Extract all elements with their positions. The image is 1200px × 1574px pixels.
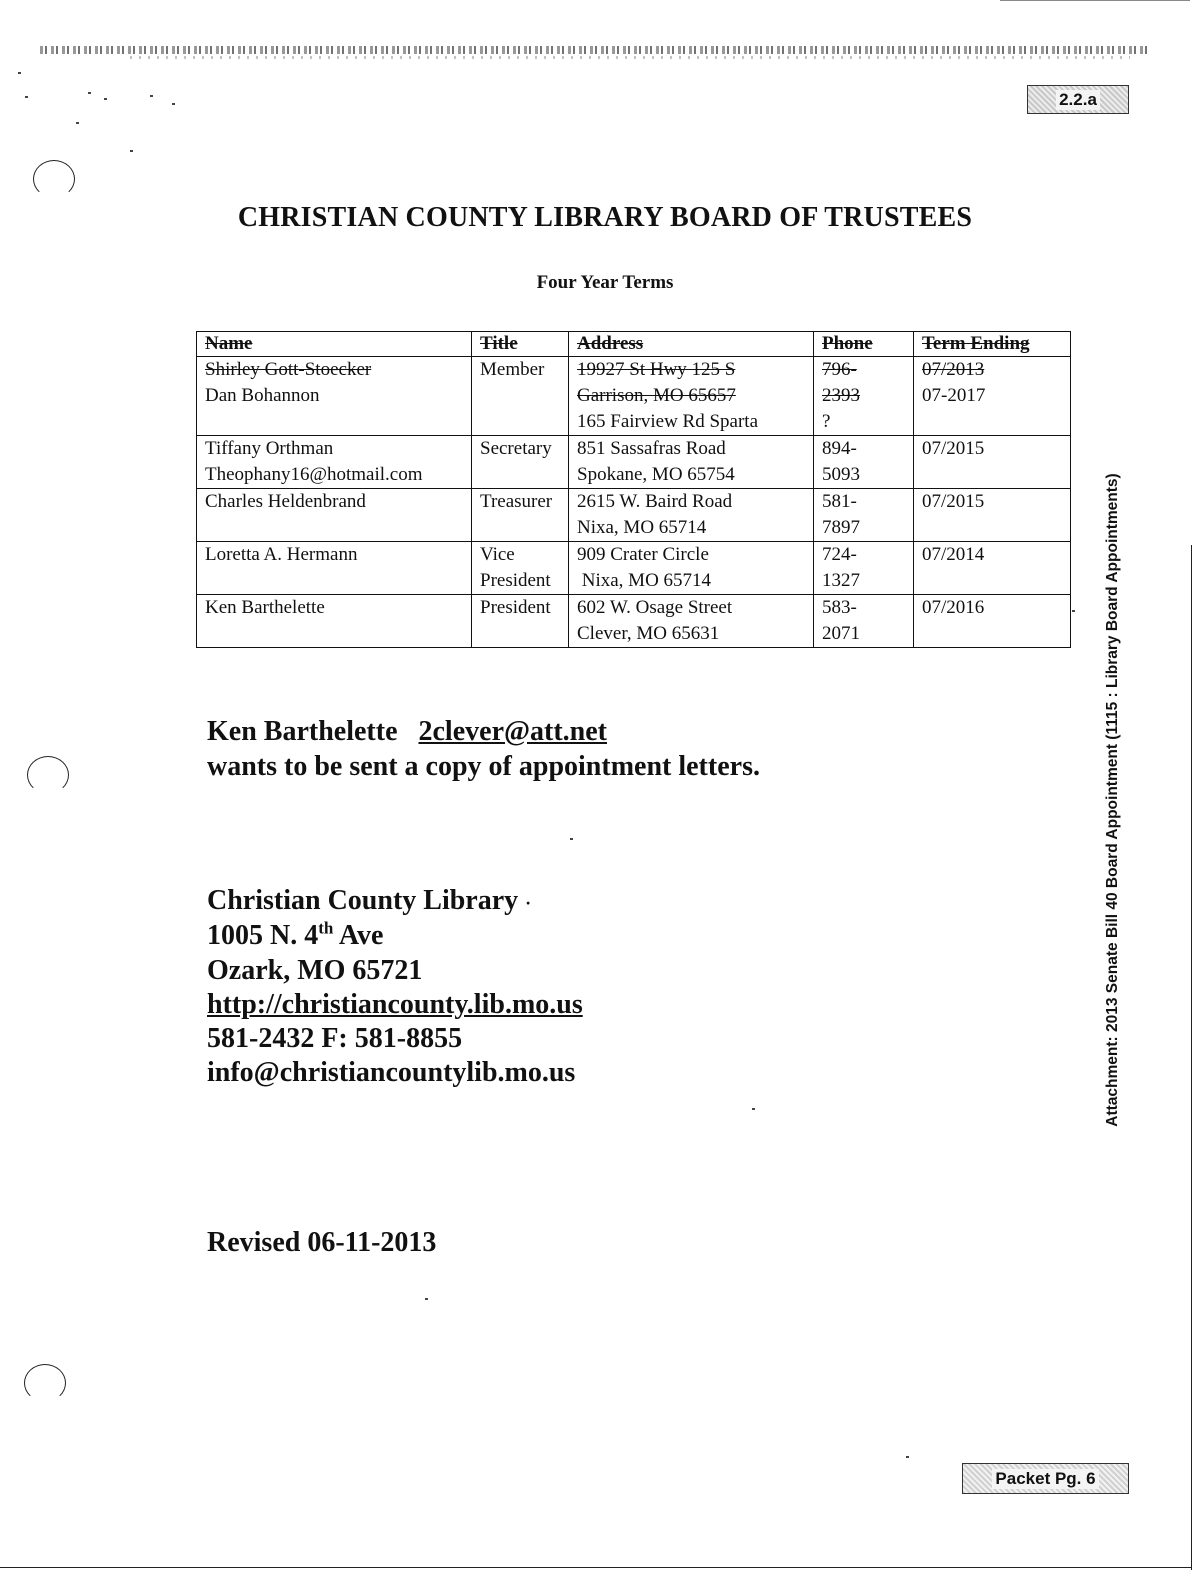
address-line-1: 602 W. Osage Street bbox=[577, 597, 733, 618]
address-cell bbox=[569, 436, 814, 489]
term: 07/2015 bbox=[922, 491, 985, 512]
title: Member bbox=[480, 359, 545, 380]
title: Secretary bbox=[480, 438, 552, 459]
header-name: Name bbox=[197, 332, 472, 357]
header-term-ending: Term Ending bbox=[914, 332, 1071, 357]
name-cell bbox=[197, 489, 472, 542]
phone-line-1: 724- bbox=[822, 544, 857, 565]
attachment-tag bbox=[1027, 85, 1129, 114]
address-struck-line-1: 19927 St Hwy 125 S bbox=[577, 359, 736, 380]
note-text: wants to be sent a copy of appointment letters. bbox=[207, 751, 760, 782]
phone-cell bbox=[814, 595, 914, 648]
side-attachment-text: Attachment: 2013 Senate Bill 40 Board Appointment (1115 : Library Board Appointments) bbox=[1104, 473, 1121, 1127]
title-cell bbox=[472, 436, 569, 489]
term-struck: 07/2013 bbox=[922, 359, 985, 380]
term: 07/2016 bbox=[922, 597, 985, 618]
title-cell bbox=[472, 595, 569, 648]
name-cell bbox=[197, 595, 472, 648]
library-name-text: Christian County Library bbox=[207, 885, 519, 916]
scan-noise-top bbox=[40, 46, 1150, 54]
scan-speck bbox=[1072, 610, 1075, 612]
scan-speck bbox=[752, 1108, 755, 1110]
term-cell bbox=[914, 489, 1071, 542]
address-cell bbox=[569, 357, 814, 436]
address: 165 Fairview Rd Sparta bbox=[577, 411, 759, 432]
header-title: Title bbox=[472, 332, 569, 357]
note-line-1 bbox=[207, 715, 607, 749]
address-cell bbox=[569, 595, 814, 648]
scan-speck bbox=[76, 122, 79, 124]
name: Ken Barthelette bbox=[205, 597, 325, 618]
library-website-link[interactable]: http://christiancounty.lib.mo.us bbox=[207, 989, 583, 1020]
name: Loretta A. Hermann bbox=[205, 544, 358, 565]
attachment-tag-label: 2.2.a bbox=[1056, 90, 1100, 110]
library-street-number: 1005 N. 4 bbox=[207, 920, 319, 951]
library-name bbox=[207, 884, 531, 920]
library-street-suffix: th bbox=[318, 918, 334, 938]
address-cell bbox=[569, 489, 814, 542]
scan-speck bbox=[25, 96, 28, 98]
email: Theophany16@hotmail.com bbox=[205, 464, 423, 485]
scan-speck bbox=[906, 1456, 909, 1458]
phone-line-1: 894- bbox=[822, 438, 857, 459]
term-cell bbox=[914, 542, 1071, 595]
trustees-table bbox=[196, 331, 1071, 648]
title-cell bbox=[472, 542, 569, 595]
scan-speck bbox=[18, 72, 21, 74]
term-cell bbox=[914, 436, 1071, 489]
phone-line-2: 7897 bbox=[822, 517, 860, 538]
page-edge-bottom bbox=[0, 1567, 1192, 1568]
library-street-end: Ave bbox=[333, 920, 384, 951]
term: 07/2015 bbox=[922, 438, 985, 459]
name-cell bbox=[197, 436, 472, 489]
header-address: Address bbox=[569, 332, 814, 357]
table-header-row bbox=[197, 332, 1071, 357]
scan-speck bbox=[150, 95, 153, 97]
page-edge-right bbox=[1191, 545, 1192, 1570]
scan-noise-top-secondary bbox=[130, 56, 1130, 59]
table-row bbox=[197, 436, 1071, 489]
page-edge-top bbox=[1000, 0, 1190, 1]
title-cell bbox=[472, 357, 569, 436]
punch-hole-top bbox=[33, 160, 75, 198]
library-phone: 581-2432 F: 581-8855 bbox=[207, 1023, 463, 1054]
scan-speck bbox=[88, 92, 91, 94]
term: 07-2017 bbox=[922, 385, 986, 406]
address-line-2: Nixa, MO 65714 bbox=[577, 517, 707, 538]
phone: ? bbox=[822, 411, 831, 432]
phone-cell bbox=[814, 489, 914, 542]
address-line-1: 909 Crater Circle bbox=[577, 544, 709, 565]
name-struck: Shirley Gott-Stoecker bbox=[205, 359, 372, 380]
library-street bbox=[207, 919, 383, 953]
title-line-1: Vice bbox=[480, 544, 515, 565]
table-row bbox=[197, 595, 1071, 648]
address-line-2: Spokane, MO 65754 bbox=[577, 464, 735, 485]
address-cell bbox=[569, 542, 814, 595]
header-phone: Phone bbox=[814, 332, 914, 357]
phone-line-2: 1327 bbox=[822, 570, 860, 591]
name-cell bbox=[197, 542, 472, 595]
name: Tiffany Orthman bbox=[205, 438, 334, 459]
scan-speck bbox=[172, 103, 175, 105]
phone-struck-line-1: 796- bbox=[822, 359, 857, 380]
library-city: Ozark, MO 65721 bbox=[207, 955, 423, 986]
punch-hole-bottom bbox=[24, 1364, 66, 1402]
name-cell bbox=[197, 357, 472, 436]
title-cell bbox=[472, 489, 569, 542]
scan-dot: · bbox=[525, 893, 532, 913]
phone-line-2: 2071 bbox=[822, 623, 860, 644]
document-subtitle: Four Year Terms bbox=[536, 272, 674, 293]
punch-hole-middle bbox=[27, 756, 69, 794]
library-website bbox=[207, 988, 583, 1022]
document-title: CHRISTIAN COUNTY LIBRARY BOARD OF TRUSTEES bbox=[237, 202, 973, 233]
name: Charles Heldenbrand bbox=[205, 491, 366, 512]
term-cell bbox=[914, 595, 1071, 648]
phone-line-1: 583- bbox=[822, 597, 857, 618]
table-row bbox=[197, 542, 1071, 595]
term: 07/2014 bbox=[922, 544, 985, 565]
phone-cell bbox=[814, 436, 914, 489]
note-name: Ken Barthelette bbox=[207, 716, 398, 747]
name: Dan Bohannon bbox=[205, 385, 320, 406]
scan-speck bbox=[130, 150, 133, 152]
revised-date: Revised 06-11-2013 bbox=[207, 1227, 437, 1258]
scan-speck bbox=[425, 1298, 428, 1300]
scan-speck bbox=[570, 838, 573, 840]
table-row bbox=[197, 489, 1071, 542]
phone-struck-line-2: 2393 bbox=[822, 385, 860, 406]
phone-cell bbox=[814, 357, 914, 436]
title: Treasurer bbox=[480, 491, 553, 512]
address-line-1: 2615 W. Baird Road bbox=[577, 491, 733, 512]
scan-speck bbox=[104, 98, 107, 100]
packet-page bbox=[962, 1463, 1129, 1494]
phone-cell bbox=[814, 542, 914, 595]
note-email-link[interactable]: 2clever@att.net bbox=[418, 716, 608, 747]
address-line-2: Clever, MO 65631 bbox=[577, 623, 720, 644]
address-struck-line-2: Garrison, MO 65657 bbox=[577, 385, 736, 406]
term-cell bbox=[914, 357, 1071, 436]
title-line-2: President bbox=[480, 570, 551, 591]
address-line-1: 851 Sassafras Road bbox=[577, 438, 726, 459]
title: President bbox=[480, 597, 551, 618]
packet-page-label: Packet Pg. 6 bbox=[992, 1469, 1098, 1489]
table-row bbox=[197, 357, 1071, 436]
phone-line-1: 581- bbox=[822, 491, 857, 512]
phone-line-2: 5093 bbox=[822, 464, 860, 485]
address-line-2: Nixa, MO 65714 bbox=[577, 570, 712, 591]
library-email: info@christiancountylib.mo.us bbox=[207, 1057, 576, 1088]
